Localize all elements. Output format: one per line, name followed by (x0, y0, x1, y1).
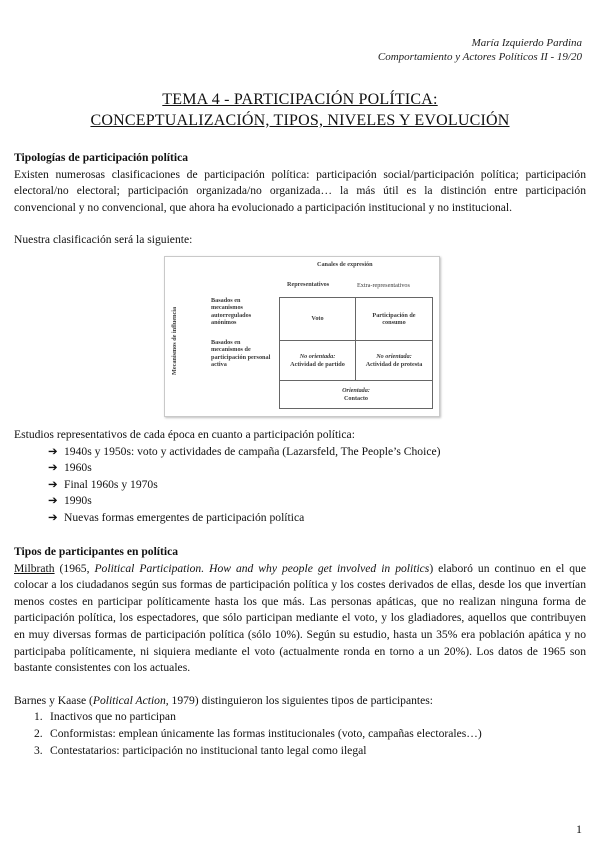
document-title (0, 89, 600, 131)
cell-voto (280, 298, 355, 340)
classification-intro: Nuestra clasificación será la siguiente: (14, 233, 193, 247)
list-item (48, 510, 586, 527)
cell-italic-text: No orientada: (299, 353, 336, 361)
list-item (34, 743, 586, 760)
barnes-book-title: Political Action, (92, 693, 169, 707)
cell-text: Voto (311, 315, 324, 323)
list-item-text: 1960s (64, 461, 92, 475)
list-item-text: 1990s (64, 494, 92, 508)
participation-classification-diagram (164, 256, 440, 417)
text-span: Barnes y Kaase ( (14, 693, 93, 707)
list-item-text: Inactivos que no participan (50, 710, 176, 724)
cell-actividad-protesta (356, 341, 432, 380)
milbrath-author: Milbrath (14, 561, 55, 575)
diagram-col-representativos: Representativos (287, 281, 330, 288)
cell-text: Actividad de protesta (365, 360, 423, 368)
list-item-text: Conformistas: emplean únicamente las formas institucionales (voto, campañas electorales…) (50, 726, 482, 740)
cell-contacto (280, 381, 432, 408)
diagram-top-label: Canales de expresión (317, 261, 373, 268)
header-author: María Izquierdo Pardina (471, 37, 582, 49)
list-item-text: Nuevas formas emergentes de participación política (64, 510, 305, 524)
page-header (378, 36, 582, 64)
text-span: 1979) distinguieron los siguientes tipos de participantes: (168, 693, 434, 707)
list-item (34, 709, 586, 726)
list-item (34, 726, 586, 743)
arrow-right-icon: ➔ (48, 510, 58, 524)
arrow-right-icon: ➔ (48, 444, 58, 458)
studies-intro: Estudios representativos de cada época en cuanto a participación política: (14, 428, 355, 441)
list-item (48, 493, 586, 510)
cell-participacion-consumo (356, 298, 432, 340)
section-typologies (14, 150, 586, 249)
barnes-kaase-paragraph (14, 693, 586, 710)
diagram-vertical-label: Mecanismos de influencia (171, 306, 178, 375)
diagram-grid (279, 297, 433, 409)
cell-text: Actividad de partido (290, 360, 345, 368)
arrow-right-icon: ➔ (48, 494, 58, 508)
cell-text: Participación de consumo (372, 311, 416, 326)
title-line-1: TEMA 4 - PARTICIPACIÓN POLÍTICA: (162, 91, 438, 108)
title-line-2: CONCEPTUALIZACIÓN, TIPOS, NIVELES Y EVOLUCIÓN (90, 112, 510, 129)
diagram-row2-label: Basados en mecanismos de participación personal activa (211, 339, 271, 369)
list-item (48, 444, 586, 461)
milbrath-paragraph (14, 561, 586, 677)
list-item-text: Contestatarios: participación no institucional tanto legal como ilegal (50, 743, 367, 757)
participant-types-list (14, 709, 586, 759)
studies-list (14, 444, 586, 527)
list-item-text: 1940s y 1950s: voto y actividades de campaña (Lazarsfeld, The People’s Choice) (64, 444, 441, 458)
list-item-text: Final 1960s y 1970s (64, 477, 158, 491)
cell-text: Contacto (343, 394, 369, 402)
cell-italic-text: Orientada: (342, 387, 370, 395)
section-studies (14, 427, 586, 527)
text-span: ) elaboró un continuo en el que colocar a los ciudadanos según sus formas de participación política y los costes derivados de ellas, desde los que invertían menos costes en participar políticamente hasta los que más. Las personas apáticas, que no realizan ninguna forma de participación política, los espectadores, que sólo participan mediante el voto, y los gladiadores, aquellos que contribuyen en muy diversas formas de participación política (sólo 10%). Según su estudio, hasta un 35% era población apática y no participaba políticamente, ni siquiera mediante el voto (actualmente ronda en torno a un 20%). Los datos de 1965 son bastante consistentes con los actuales. (14, 561, 586, 675)
section-heading: Tipologías de participación política (14, 151, 189, 164)
list-number: 3. (34, 743, 43, 757)
diagram-col-extra-representativos: Extra-representativos (357, 282, 410, 289)
milbrath-book-title: Political Participation. How and why people get involved in politics (94, 561, 430, 575)
list-item (48, 477, 586, 494)
cell-italic-text: No orientada: (376, 353, 412, 361)
page-number: 1 (576, 822, 582, 836)
list-item (48, 460, 586, 477)
text-span: (1965, (54, 561, 95, 575)
header-course: Comportamiento y Actores Políticos II - 19/20 (377, 51, 582, 63)
section-heading: Tipos de participantes en política (14, 545, 179, 558)
list-number: 2. (34, 726, 43, 740)
arrow-right-icon: ➔ (48, 477, 58, 491)
list-number: 1. (34, 710, 43, 724)
arrow-right-icon: ➔ (48, 461, 58, 475)
paragraph: Existen numerosas clasificaciones de participación política: participación social/participación política; participación electoral/no electoral; participación organizada/no organizada… la más útil es la distinción entre participación convencional y no convencional, que ahora ha evolucionado a participación institucional y no institucional. (14, 167, 586, 214)
diagram-row1-label: Basados en mecanismos autorregulados anónimos (211, 297, 252, 327)
section-participant-types (14, 544, 586, 759)
cell-actividad-partido (280, 341, 355, 380)
